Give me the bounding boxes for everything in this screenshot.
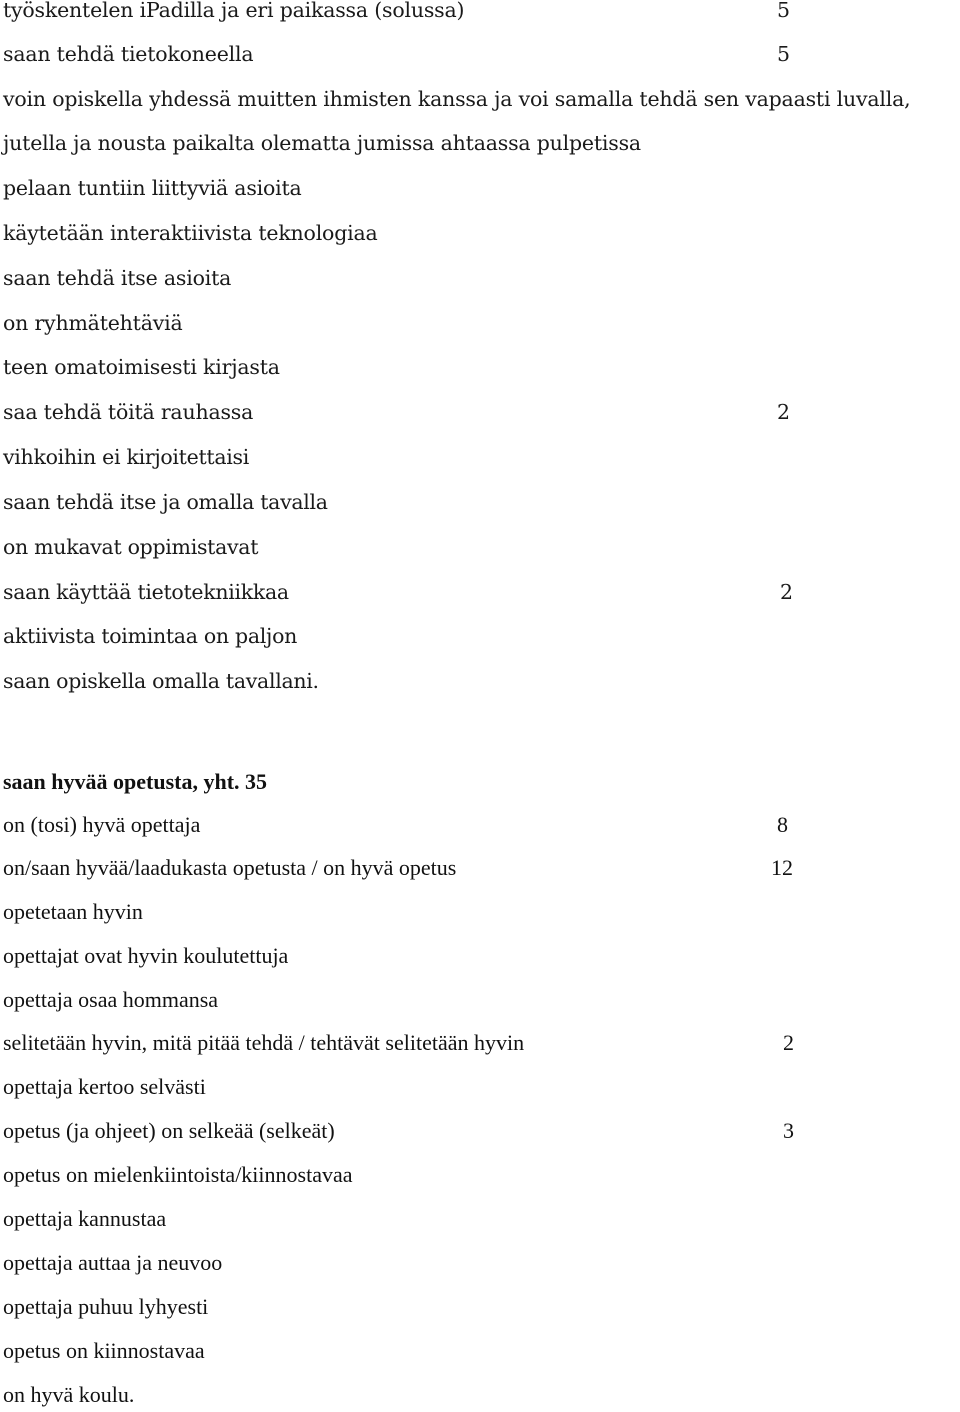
list-item-text: on (tosi) hyvä opettaja — [3, 812, 201, 837]
list-item-text: opetus (ja ohjeet) on selkeää (selkeät) — [3, 1118, 335, 1143]
list-item-text: teen omatoimisesti kirjasta — [3, 355, 280, 379]
list-item-count: 2 — [783, 1030, 794, 1055]
list-item-count: 2 — [777, 400, 790, 424]
list-item-text: saan tehdä tietokoneella — [3, 42, 254, 66]
list-item-text: on/saan hyvää/laadukasta opetusta / on hyvä opetus — [3, 855, 457, 880]
list-item-text: opettaja kannustaa — [3, 1206, 167, 1231]
list-item-text: jutella ja nousta paikalta olematta jumissa ahtaassa pulpetissa — [3, 131, 641, 155]
list-item-text: opetus on mielenkiintoista/kiinnostavaa — [3, 1162, 353, 1187]
list-item-text: saan opiskella omalla tavallani. — [3, 669, 319, 693]
list-item-text: opettajat ovat hyvin koulutettuja — [3, 943, 289, 968]
list-item-count: 5 — [777, 42, 790, 66]
list-item-text: selitetään hyvin, mitä pitää tehdä / tehtävät selitetään hyvin — [3, 1030, 525, 1055]
list-item-text: aktiivista toimintaa on paljon — [3, 624, 298, 648]
list-item-text: on ryhmätehtäviä — [3, 311, 183, 335]
list-item-text: pelaan tuntiin liittyviä asioita — [3, 176, 302, 200]
list-item-text: vihkoihin ei kirjoitettaisi — [3, 445, 249, 469]
list-item-text: on hyvä koulu. — [3, 1382, 135, 1407]
list-item-text: voin opiskella yhdessä muitten ihmisten kanssa ja voi samalla tehdä sen vapaasti luvalla, — [3, 87, 911, 111]
list-item-text: opettaja puhuu lyhyesti — [3, 1294, 209, 1319]
section-heading: saan hyvää opetusta, yht. 35 — [3, 769, 268, 794]
list-item-text: opetetaan hyvin — [3, 899, 143, 924]
list-item-text: saa tehdä töitä rauhassa — [3, 400, 254, 424]
list-item-text: saan tehdä itse asioita — [3, 266, 232, 290]
list-item-count: 12 — [771, 855, 793, 880]
list-item-text: opettaja osaa hommansa — [3, 987, 219, 1012]
list-item-text: saan käyttää tietotekniikkaa — [3, 580, 289, 604]
list-item-count: 3 — [783, 1118, 794, 1143]
list-item-text: on mukavat oppimistavat — [3, 535, 259, 559]
list-item-count: 2 — [780, 580, 793, 604]
list-item-text: opettaja auttaa ja neuvoo — [3, 1250, 223, 1275]
list-item-text: opettaja kertoo selvästi — [3, 1074, 206, 1099]
list-item-text: työskentelen iPadilla ja eri paikassa (solussa) — [3, 0, 465, 22]
list-item-count: 8 — [777, 812, 788, 837]
list-item-text: käytetään interaktiivista teknologiaa — [3, 221, 378, 245]
list-item-text: opetus on kiinnostavaa — [3, 1338, 205, 1363]
list-item-text: saan tehdä itse ja omalla tavalla — [3, 490, 328, 514]
list-item-count: 5 — [777, 0, 790, 22]
